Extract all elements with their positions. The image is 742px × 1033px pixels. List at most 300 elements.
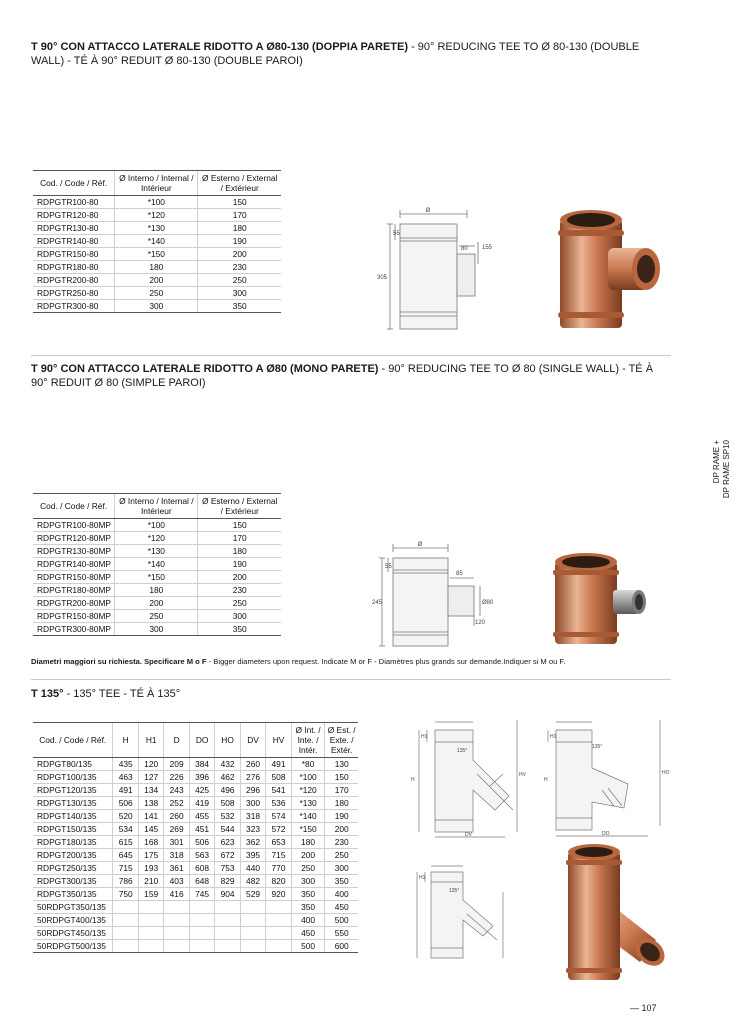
cell-value (189, 914, 214, 927)
cell-value: 653 (266, 836, 291, 849)
cell-value: 920 (266, 888, 291, 901)
table-row (33, 597, 281, 610)
cell-value: 508 (266, 771, 291, 784)
dim-h1: 55 (393, 231, 400, 237)
cell-value (240, 940, 265, 953)
col-int: Ø Int. / Inte. / Intér. (291, 723, 325, 758)
table-tee-135 (33, 722, 358, 953)
cell-value: 210 (138, 875, 163, 888)
label-angle: 135° (457, 748, 468, 754)
cell-value: *120 (115, 209, 198, 222)
cell-value: 820 (266, 875, 291, 888)
cell-code: RDPGTR250-80 (33, 287, 115, 300)
cell-value: 753 (215, 862, 240, 875)
cell-value: 180 (115, 261, 198, 274)
cell-value: 138 (138, 797, 163, 810)
cell-value: 200 (115, 597, 198, 610)
cell-value: *130 (291, 797, 325, 810)
cell-value (240, 901, 265, 914)
table-row (33, 287, 281, 300)
cell-value: 127 (138, 771, 163, 784)
side-label (712, 440, 740, 520)
cell-value: 350 (291, 901, 325, 914)
label-h1: H1 (421, 734, 428, 740)
cell-value (164, 940, 189, 953)
cell-value: 450 (325, 901, 358, 914)
cell-value: 572 (266, 823, 291, 836)
col-code: Cod. / Code / Réf. (33, 171, 115, 196)
cell-value: 615 (113, 836, 138, 849)
cell-code: RDPGT300/135 (33, 875, 113, 888)
label-h: H (411, 777, 415, 783)
col-ho: HO (215, 723, 240, 758)
cell-value (113, 940, 138, 953)
dim-diameter: Ø (425, 208, 431, 214)
cell-value: 276 (240, 771, 265, 784)
cell-value (266, 940, 291, 953)
page-number: — 107 (630, 1003, 657, 1013)
cell-code: RDPGTR120-80MP (33, 532, 115, 545)
section-title-single-wall (31, 362, 661, 390)
cell-value: 419 (189, 797, 214, 810)
cell-value: 300 (115, 623, 198, 636)
cell-value: 435 (113, 758, 138, 771)
cell-value: 170 (198, 532, 281, 545)
cell-code: RDPGTR200-80MP (33, 597, 115, 610)
cell-value: *150 (115, 571, 198, 584)
cell-value: 451 (189, 823, 214, 836)
product-photo-tee-135 (558, 840, 668, 985)
cell-code: RDPGTR100-80 (33, 196, 115, 209)
divider (31, 679, 671, 680)
table-row (33, 823, 358, 836)
table-row (33, 888, 358, 901)
dim-side: 85 (456, 571, 463, 577)
cell-value: *120 (115, 532, 198, 545)
cell-value: 362 (240, 836, 265, 849)
label-h1: H1 (550, 734, 557, 740)
drawing-single-wall (370, 540, 505, 650)
cell-value: *140 (115, 558, 198, 571)
label-angle: 135° (449, 888, 460, 894)
cell-value: 491 (266, 758, 291, 771)
cell-value: *150 (115, 248, 198, 261)
table-row (33, 196, 281, 209)
dim-diameter: Ø (417, 542, 423, 548)
cell-value (138, 901, 163, 914)
cell-value: 529 (240, 888, 265, 901)
cell-code: RDPGTR130-80MP (33, 545, 115, 558)
cell-value: *140 (291, 810, 325, 823)
table-double-wall (33, 170, 281, 313)
cell-value: *120 (291, 784, 325, 797)
cell-value: *100 (115, 196, 198, 209)
cell-value: 318 (240, 810, 265, 823)
cell-code: RDPGTR150-80MP (33, 571, 115, 584)
cell-value: 300 (240, 797, 265, 810)
cell-code: RDPGT80/135 (33, 758, 113, 771)
cell-code: 50RDPGT450/135 (33, 927, 113, 940)
cell-value: 482 (240, 875, 265, 888)
cell-value: 623 (215, 836, 240, 849)
col-internal: Ø Interno / Internal / Intérieur (115, 171, 198, 196)
table-header-row (33, 494, 281, 519)
cell-value: 396 (189, 771, 214, 784)
cell-value: 230 (325, 836, 358, 849)
cell-value (164, 901, 189, 914)
cell-value (215, 940, 240, 953)
cell-value: 141 (138, 810, 163, 823)
cell-value: 672 (215, 849, 240, 862)
cell-value: 400 (291, 914, 325, 927)
cell-value: *130 (115, 545, 198, 558)
cell-value (240, 914, 265, 927)
cell-code: RDPGTR130-80 (33, 222, 115, 235)
cell-value (189, 940, 214, 953)
cell-code: RDPGTR300-80MP (33, 623, 115, 636)
cell-value: 145 (138, 823, 163, 836)
cell-value: 170 (198, 209, 281, 222)
table-header-row (33, 723, 358, 758)
col-external: Ø Esterno / External / Extérieur (198, 171, 281, 196)
table-row (33, 901, 358, 914)
cell-value: 715 (113, 862, 138, 875)
drawing-tee-135-c (405, 862, 520, 962)
cell-value: 230 (198, 261, 281, 274)
table-row (33, 836, 358, 849)
dim-hv: 155 (482, 245, 493, 251)
cell-value: 416 (164, 888, 189, 901)
cell-value: 301 (164, 836, 189, 849)
dim-h: 245 (372, 600, 383, 606)
cell-value: 440 (240, 862, 265, 875)
col-h: H (113, 723, 138, 758)
cell-value: 520 (113, 810, 138, 823)
title-rest: - 135° TEE - TÉ À 135° (63, 688, 181, 700)
table-row (33, 248, 281, 261)
cell-value: 300 (291, 875, 325, 888)
cell-value: *150 (291, 823, 325, 836)
cell-value: *80 (291, 758, 325, 771)
cell-value: 350 (325, 875, 358, 888)
cell-value: 550 (325, 927, 358, 940)
cell-value: 300 (198, 287, 281, 300)
cell-value: 395 (240, 849, 265, 862)
title-rest: - 90° REDUCING TEE TO Ø 80 (SINGLE WALL) - TÉ À 90° REDUIT Ø 80 (SIMPLE PAROI) (31, 363, 654, 389)
table-row (33, 222, 281, 235)
label-angle: 135° (592, 744, 603, 750)
cell-value: 226 (164, 771, 189, 784)
cell-value: 168 (138, 836, 163, 849)
side-label-line2: DP RAME SP10 (722, 440, 731, 499)
cell-value: 400 (325, 888, 358, 901)
cell-code: RDPGT180/135 (33, 836, 113, 849)
cell-value: 134 (138, 784, 163, 797)
table-row (33, 584, 281, 597)
cell-value: 190 (198, 558, 281, 571)
cell-value: *100 (115, 519, 198, 532)
cell-value: 463 (113, 771, 138, 784)
table-row (33, 797, 358, 810)
cell-value: 300 (325, 862, 358, 875)
col-code: Cod. / Code / Réf. (33, 723, 113, 758)
drawing-double-wall (375, 204, 500, 334)
cell-value: 180 (198, 222, 281, 235)
cell-value (164, 914, 189, 927)
cell-value: *130 (115, 222, 198, 235)
table-single-wall (33, 493, 281, 636)
table-row (33, 771, 358, 784)
table-row (33, 784, 358, 797)
section-title-tee-135 (31, 687, 661, 701)
cell-value: 269 (164, 823, 189, 836)
table-row (33, 519, 281, 532)
note-rest: - Bigger diameters upon request. Indicate M or F - Diamètres plus grands sur demande.Indiquer si M ou F. (206, 657, 566, 666)
table-row (33, 940, 358, 953)
note-bigger-diameters (31, 657, 565, 666)
label-h1: H1 (419, 875, 426, 881)
cell-value: 506 (113, 797, 138, 810)
col-code: Cod. / Code / Réf. (33, 494, 115, 519)
title-bold: T 90° CON ATTACCO LATERALE RIDOTTO A Ø80-130 (DOPPIA PARETE) (31, 41, 409, 53)
cell-value: 350 (198, 300, 281, 313)
cell-value: 500 (291, 940, 325, 953)
cell-code: RDPGTR150-80MP (33, 610, 115, 623)
cell-value: 786 (113, 875, 138, 888)
cell-value: 645 (113, 849, 138, 862)
cell-value: 500 (325, 914, 358, 927)
cell-value: 150 (325, 771, 358, 784)
cell-code: RDPGTR200-80 (33, 274, 115, 287)
cell-value: 180 (115, 584, 198, 597)
cell-value: 608 (189, 862, 214, 875)
label-ho: HO (662, 770, 670, 776)
dim-dv: Ø80 (482, 600, 494, 606)
cell-code: 50RDPGT400/135 (33, 914, 113, 927)
table-row (33, 532, 281, 545)
cell-value: 200 (291, 849, 325, 862)
table-row (33, 558, 281, 571)
table-row (33, 927, 358, 940)
label-dv: DV (465, 832, 472, 838)
cell-value: 120 (138, 758, 163, 771)
cell-code: RDPGT120/135 (33, 784, 113, 797)
table-row (33, 261, 281, 274)
cell-value (113, 901, 138, 914)
cell-value: 536 (266, 797, 291, 810)
cell-value: 750 (113, 888, 138, 901)
cell-value: 563 (189, 849, 214, 862)
cell-value: 829 (215, 875, 240, 888)
cell-value: 574 (266, 810, 291, 823)
cell-code: RDPGTR140-80 (33, 235, 115, 248)
cell-code: RDPGTR140-80MP (33, 558, 115, 571)
cell-value: 209 (164, 758, 189, 771)
cell-value: 250 (325, 849, 358, 862)
cell-code: RDPGT200/135 (33, 849, 113, 862)
cell-value: 508 (215, 797, 240, 810)
cell-value (266, 927, 291, 940)
cell-value: 384 (189, 758, 214, 771)
table-row (33, 545, 281, 558)
cell-value: 260 (240, 758, 265, 771)
cell-value: 350 (291, 888, 325, 901)
cell-value (164, 927, 189, 940)
cell-code: RDPGTR150-80 (33, 248, 115, 261)
table-header-row (33, 171, 281, 196)
side-label-line1: DP RAME + (712, 440, 721, 484)
cell-value: 318 (164, 849, 189, 862)
table-body (33, 519, 281, 636)
cell-value: 300 (198, 610, 281, 623)
cell-value: 506 (189, 836, 214, 849)
dim-side: 80 (461, 246, 468, 252)
cell-value: 200 (198, 248, 281, 261)
label-h: H (544, 777, 548, 783)
table-body (33, 758, 358, 953)
cell-value: 770 (266, 862, 291, 875)
cell-value: 462 (215, 771, 240, 784)
cell-value (189, 927, 214, 940)
cell-value: 250 (198, 274, 281, 287)
product-photo-single-wall (545, 548, 665, 648)
cell-value: 648 (189, 875, 214, 888)
cell-code: RDPGT250/135 (33, 862, 113, 875)
table-body (33, 196, 281, 313)
cell-value: 243 (164, 784, 189, 797)
cell-value: 250 (198, 597, 281, 610)
cell-value: 455 (189, 810, 214, 823)
col-external: Ø Esterno / External / Extérieur (198, 494, 281, 519)
col-dv: DV (240, 723, 265, 758)
cell-code: 50RDPGT500/135 (33, 940, 113, 953)
cell-value: 170 (325, 784, 358, 797)
cell-value: 175 (138, 849, 163, 862)
cell-value (189, 901, 214, 914)
cell-code: RDPGTR300-80 (33, 300, 115, 313)
cell-value: 544 (215, 823, 240, 836)
cell-value: 296 (240, 784, 265, 797)
cell-code: RDPGT130/135 (33, 797, 113, 810)
cell-value: 541 (266, 784, 291, 797)
note-bold: Diametri maggiori su richiesta. Specificare M o F (31, 657, 207, 666)
cell-value: 361 (164, 862, 189, 875)
cell-value: 323 (240, 823, 265, 836)
table-row (33, 914, 358, 927)
title-bold: T 135° (31, 688, 64, 700)
cell-code: RDPGT100/135 (33, 771, 113, 784)
col-d: D (164, 723, 189, 758)
cell-value (138, 940, 163, 953)
cell-value: 745 (189, 888, 214, 901)
label-hv: HV (519, 772, 526, 778)
cell-value: 600 (325, 940, 358, 953)
cell-value: 450 (291, 927, 325, 940)
cell-value: 190 (325, 810, 358, 823)
col-hv: HV (266, 723, 291, 758)
cell-code: 50RDPGT350/135 (33, 901, 113, 914)
divider (31, 355, 671, 356)
cell-value (266, 901, 291, 914)
table-row (33, 610, 281, 623)
cell-value (138, 914, 163, 927)
table-row (33, 235, 281, 248)
cell-value: 350 (198, 623, 281, 636)
table-row (33, 623, 281, 636)
cell-value (215, 914, 240, 927)
table-row (33, 862, 358, 875)
cell-code: RDPGTR180-80MP (33, 584, 115, 597)
cell-value: 150 (198, 519, 281, 532)
cell-value: 403 (164, 875, 189, 888)
cell-value: 904 (215, 888, 240, 901)
cell-value (113, 914, 138, 927)
table-row (33, 758, 358, 771)
cell-value: 260 (164, 810, 189, 823)
cell-value: 715 (266, 849, 291, 862)
cell-value: 193 (138, 862, 163, 875)
cell-value: 130 (325, 758, 358, 771)
cell-value (266, 914, 291, 927)
cell-value (240, 927, 265, 940)
cell-code: RDPGTR120-80 (33, 209, 115, 222)
cell-value: 159 (138, 888, 163, 901)
cell-value: 496 (215, 784, 240, 797)
cell-value (138, 927, 163, 940)
cell-value: *100 (291, 771, 325, 784)
title-rest: - 90° REDUCING TEE TO Ø 80-130 (DOUBLE WALL) - TÉ À 90° REDUIT Ø 80-130 (DOUBLE PAROI) (31, 41, 640, 67)
table-row (33, 571, 281, 584)
cell-value: 180 (325, 797, 358, 810)
col-do: DO (189, 723, 214, 758)
cell-code: RDPGT150/135 (33, 823, 113, 836)
cell-value: 252 (164, 797, 189, 810)
cell-value: 230 (198, 584, 281, 597)
product-photo-double-wall (548, 200, 668, 335)
cell-value (215, 901, 240, 914)
cell-code: RDPGTR100-80MP (33, 519, 115, 532)
cell-value (215, 927, 240, 940)
table-row (33, 810, 358, 823)
cell-value: 190 (198, 235, 281, 248)
col-ext: Ø Est. / Exte. / Extér. (325, 723, 358, 758)
cell-code: RDPGTR180-80 (33, 261, 115, 274)
dim-h: 305 (377, 275, 388, 281)
drawing-tee-135-b (540, 716, 670, 841)
cell-value: 200 (115, 274, 198, 287)
col-internal: Ø Interno / Internal / Intérieur (115, 494, 198, 519)
cell-value: 300 (115, 300, 198, 313)
cell-value: 534 (113, 823, 138, 836)
cell-value: 200 (325, 823, 358, 836)
table-row (33, 875, 358, 888)
cell-value: 532 (215, 810, 240, 823)
cell-value: 491 (113, 784, 138, 797)
cell-value: 250 (115, 287, 198, 300)
cell-value: 180 (291, 836, 325, 849)
table-row (33, 300, 281, 313)
cell-value: 250 (115, 610, 198, 623)
cell-value: 180 (198, 545, 281, 558)
dim-hv: 120 (475, 620, 486, 626)
cell-code: RDPGT140/135 (33, 810, 113, 823)
cell-value: 250 (291, 862, 325, 875)
table-row (33, 274, 281, 287)
cell-value (113, 927, 138, 940)
section-title-double-wall (31, 40, 661, 68)
title-bold: T 90° CON ATTACCO LATERALE RIDOTTO A Ø80 (MONO PARETE) (31, 363, 379, 375)
cell-value: 150 (198, 196, 281, 209)
